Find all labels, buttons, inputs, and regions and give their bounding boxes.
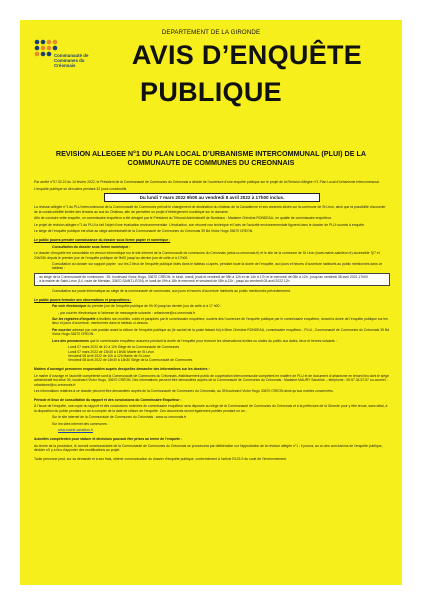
title-line-1: AVIS D’ENQUÊTE [131,40,363,70]
intro-evaluation: Le projet de révision allégée n°1 du PLUi a fait l’objet d’une évaluation environnementale. L’évaluation, son résumé non technique et l’avis de l’autorité environnementale figurent dans le dossier de PLUi soumis à enquête. [34,222,366,227]
decision-text: Au terme de la procédure, le conseil communautaire de la Communauté de Communes du Créonnais se prononcera par délibération sur l’approbation de la révision allégée n°1 ; il pourra, au vu des conclusions de l’enquête publique, décider s’il y a lieu d’apporter des modifications au projet. [34,443,383,453]
info-text: Le maître d’ouvrage et l’autorité compétente sont la Communauté de Communes du Créonnais, établissement public de coopération intercommunale compétent en matière de PLU et de document d’urbanisme en tenant lieu dont le siège administratif est situé 39, boulevard Victor Hugo, 33670 CRÉON. Des informations peuvent être demandées auprès de la Communauté de Communes du Créonnais : Madame MAURY Sandrine – téléphone : 05.57.34.57.57 ou courriel : urbanisme@cc-creonnais.fr [34,373,389,387]
obs-electronic-text: du premier jour de l’enquête publique de 9h 00 jusqu’au dernier jour de celle-ci à 17 h00 : [87,304,222,309]
consult-paper-text: Consultation du dossier sur support papier : sur les 2 lieux de l’enquête publique listés dans le tableau ci-après, pendant toute la durée de l’enquête, aux jours et heures d’ouverture habituels au public mentionnés dans ce tableau : [52,262,383,271]
location-saint-leon: - à la mairie de Saint-Léon (14, route de Meridan, 33670 SAINT-LÉON), le lundi de 09h à 18h le mercredi et vendredi de 08h à 12h ; jusqu’au vendredi 08 avril 2022 12h [37,279,290,284]
consult-heading: Le public pourra prendre connaissance du dossier sous forme papier et numérique : [34,238,171,243]
report-text: À l’issue de l’enquête, une copie du rapport et des conclusions motivées du commissaire enquêteur sera déposée au siège de la Communauté de Communes du Créonnais et à la préfecture de la Gironde pour y être tenue, sans délai, à la disposition du public pendant un an à compter de la date de clôture de l’enquête. Ces documents seront également publiés pendant un an : [34,404,388,413]
obs-registre-text: à feuillets non mobiles, cotés et paraphés par le commissaire enquêteur, ouverts dès l’ouverture de l’enquête publique par le commissaire enquêteur, durant la durée de l’enquête publique sur les lieux et jours d’ouverture, mentionnés dans le tableau ci-dessus. [52,317,388,326]
report-item-ccc: Sur le site internet de la Communauté de Communes du Créonnais : www.cc-creonnais.fr [52,415,187,420]
info-text-2: Les informations relatives à ce dossier peuvent être demandées auprès de la Communauté de Communes du Créonnais, au 39 boulevard Victor Hugo 33670 CREON ainsi qu’aux mairies concernées. [34,389,334,394]
department-label: DEPARTEMENT DE LA GIRONDE [161,29,261,36]
obs-courrier-text: adressé par voie postale avant la clôture de l’enquête publique au (le cachet de la poste faisant foi) à Mme Christine RONDEAU, commissaire enquêteur - PLUi - Communauté de Communes du Créonnais 39 Bd Victor Hugo 33670 CREON. [52,328,389,337]
report-link-saintleon[interactable]: www.mairie-saintleon.fr [58,428,94,433]
consult-numeric-label: Consultation du dossier sous forme numérique : [52,244,131,249]
consult-poste: Consultation sur poste informatique au siège de la communauté de communes, aux jours et heures d’ouverture habituels au public mentionnés précédemment. [52,288,291,293]
decision-final: Toute personne peut, sur sa demande et à ses frais, obtenir communication du dossier d’enquête publique, conformément à l’article R123-9 du code de l’environnement. [34,456,287,461]
obs-electronic-email: - par courrier électronique à l’adresse de messagerie suivante : urbanisme@cc-creonnais.fr [58,310,196,315]
intro-seat: Le siège de l’enquête publique est situé au siège administratif de la Communauté de Communes du Créonnais 39 Bd Victor Hugo 33670 CREON. [34,229,254,234]
permanence-item: Vendredi 08 Avril 2022 de 14h30 à 16h30 Siège de la Communauté de Communes [68,358,193,363]
obs-registre-label: Sur les registres d’enquête [52,317,96,322]
title-line-2: PUBLIQUE [140,77,282,107]
decision-heading: Autorités compétentes pour statuer et décisions pouvant être prises au terme de l’enquête : [34,437,183,442]
notice-sheet [20,20,402,585]
permanence-item: Lundi 07 mars 2022 de 13h30 à 15h30 Mairie de St Léon [68,349,154,354]
logo-text: Communauté de Communes du Créonnais [54,53,89,68]
obs-permanences-text: que le commissaire enquêteur assurera pendant la durée de l’enquête pour recevoir les observations écrites ou orales du public aux dates, lieux et heures suivants : [89,338,337,343]
consult-locations-box [34,273,390,286]
intro-object: La révision allégée n°1 du PLU intercommunal de la Communauté de Communes prévoit le changement de destination du château de la Canadienne et ses annexes situés sur la commune de St Léon, ainsi que la possibilité d’accorder de la constructibilité limitée des terrains au sud du Château, afin de permettre un projet d’hébergement touristique sur le domaine. [34,205,386,214]
permanences-list [34,345,390,362]
report-heading: Période et lieux de consultation du rapport et des conclusions du Commissaire Enquêteur : [34,397,182,402]
intro-commissioner: Afin de conduire cette enquête, un commissaire enquêteur a été désigné par le Président du Tribunal Administratif de Bordeaux : Madame Christine RONDEAU, en qualité de commissaire enquêteur. [34,216,332,221]
obs-permanences-label: Lors des permanences [52,338,89,343]
permanence-item: Lundi 07 mars 2022 de 10 à 12h Siège de la Communauté de Communes [68,345,180,350]
obs-courrier-label: Par courrier [52,328,72,332]
observations-heading: Le public pourra formuler ses observations et propositions : [34,297,132,302]
enquiry-dates: Du lundi 7 mars 2022 9h00 au vendredi 8 avril 2022 à 17h00 inclus. [104,193,320,202]
location-ccc: - au siège de la Communauté de communes : 39, boulevard Victor-Hugo, 33670 CRÉON, le lundi, mardi, jeudi et vendredi de 08h à 12h et de 14h à 17h et le mercredi de 08h à 12h ; jusqu’au vendredi 08 avril 2022 17h00 [37,275,368,279]
consult-numeric-text: Le dossier d’enquête est consultable en version informatique sur le site internet de la Communauté de communes du Créonnais (www.cc-creonnais.fr) et le site de la commune de St Léon (www.mairie-saintleon.fr) accessible 7j/7 et 24h/24h depuis le premier jour de l’enquête publique de 9h00 jusqu’au dernier jour de celle-ci à 17h00. [34,251,380,260]
permanence-item: Vendredi 08 Avril 2022 de 10h à 12h Mairie de St Léon [68,354,151,359]
subtitle-line-2: COMMUNAUTE DE COMMUNES DU CREONNAIS [127,158,295,167]
info-heading: Maîtres d’ouvrage/ personnes responsables auprès desquelles demander des informations sur les dossiers : [34,367,210,372]
subtitle [28,149,394,167]
intro-duration: L’enquête publique se déroulera pendant 32 jours consécutifs [34,186,127,191]
obs-electronic-label: Par voie électronique [52,304,87,309]
intro-arrete: Par arrêté n°07.02.22 du 14 février 2022, le Président de la Communauté de Communes du Créonnais a décidé de l’ouverture d’une enquête publique sur le projet de la Révision Allégée n°1 Plan Local d’Urbanisme Intercommunal. [34,180,380,184]
notice-body [34,180,390,463]
subtitle-line-1: REVISION ALLEGEE N°1 DU PLAN LOCAL D’URBANISME INTERCOMMUNAL (PLUI) DE LA [55,149,367,158]
report-item-communes: Sur les sites internet des communes : [52,421,109,426]
